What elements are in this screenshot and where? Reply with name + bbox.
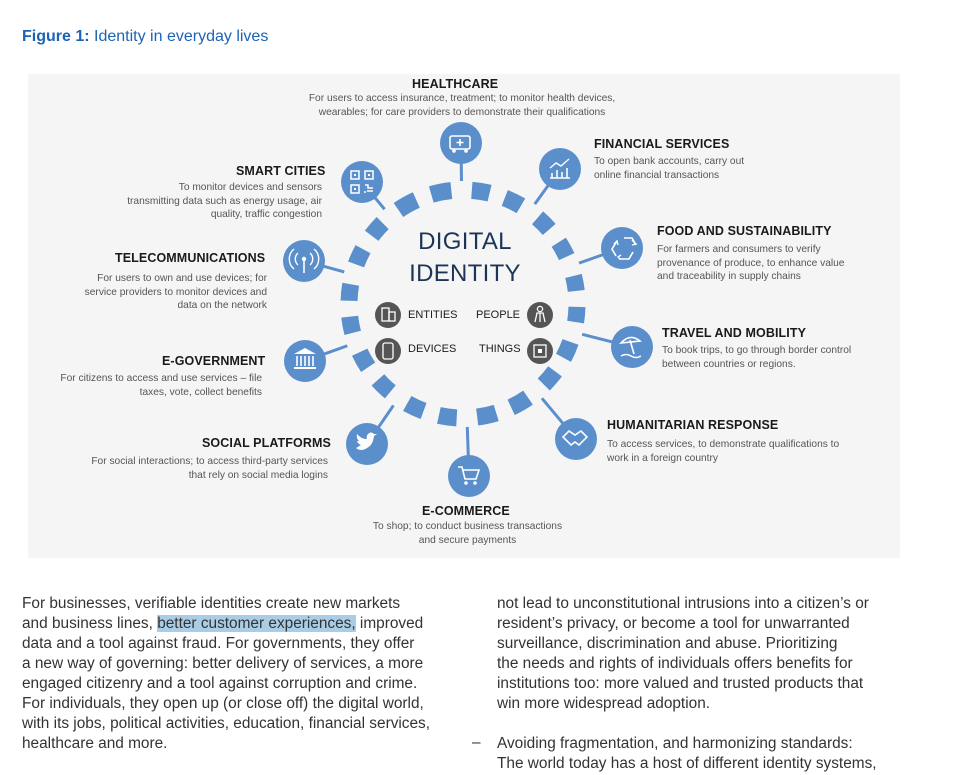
food-sustainability-desc: For farmers and consumers to verify provenance of produce, to enhance value and traceability in supply chains bbox=[657, 244, 845, 282]
ring-segment bbox=[559, 242, 567, 256]
people-label: PEOPLE bbox=[476, 309, 521, 321]
body-left-column bbox=[22, 594, 462, 754]
cart-icon bbox=[448, 455, 490, 497]
egovernment-desc: For citizens to access and use services – file taxes, vote, collect benefits bbox=[60, 373, 262, 398]
ring-spoke bbox=[323, 266, 344, 272]
devices-label: DEVICES bbox=[408, 343, 457, 355]
ecommerce-title: E-COMMERCE bbox=[422, 504, 510, 518]
body-left-line: healthcare and more. bbox=[22, 735, 168, 752]
egovernment-title: E-GOVERNMENT bbox=[162, 354, 266, 368]
body-right-line: win more widespread adoption. bbox=[497, 695, 711, 712]
ring-segment bbox=[505, 198, 521, 206]
body-left-line: For businesses, verifiable identities create new markets bbox=[22, 595, 401, 612]
humanitarian-response-desc: To access services, to demonstrate qualifications to work in a foreign country bbox=[607, 439, 840, 464]
ring-segment bbox=[576, 307, 577, 322]
qr-code-icon bbox=[341, 161, 383, 203]
healthcare-title: HEALTHCARE bbox=[412, 77, 499, 91]
ring-spoke bbox=[467, 427, 468, 456]
figure-number: Figure 1: bbox=[22, 28, 90, 45]
body-right-line: not lead to unconstitutional intrusions into a citizen’s or bbox=[497, 595, 869, 612]
ambulance-icon bbox=[440, 122, 482, 164]
digital-identity-title bbox=[380, 226, 550, 290]
telecommunications-desc: For users to own and use devices; for service providers to monitor devices and data on the network bbox=[84, 273, 267, 311]
ring-segment bbox=[564, 342, 571, 358]
humanitarian-response-title: HUMANITARIAN RESPONSE bbox=[607, 418, 779, 432]
ring-segment bbox=[472, 190, 490, 193]
financial-services-title: FINANCIAL SERVICES bbox=[594, 137, 730, 151]
body-right-line: surveillance, discrimination and abuse. Prioritizing bbox=[497, 635, 838, 652]
body-right-line: the needs and rights of individuals offers benefits for bbox=[497, 655, 853, 672]
travel-mobility-desc: To book trips, to go through border control between countries or regions. bbox=[662, 345, 852, 370]
telecommunications-title: TELECOMMUNICATIONS bbox=[115, 251, 266, 265]
ring-spoke bbox=[378, 405, 393, 427]
bullet-line: Avoiding fragmentation, and harmonizing standards: bbox=[497, 735, 853, 752]
ring-segment bbox=[398, 200, 416, 210]
things-chip-icon bbox=[527, 338, 553, 364]
ring-segment bbox=[356, 249, 363, 264]
beach-icon bbox=[611, 326, 653, 368]
ring-segment bbox=[439, 415, 457, 417]
handshake-icon bbox=[555, 418, 597, 460]
ring-spoke bbox=[375, 197, 385, 209]
center-title-line1: DIGITAL bbox=[418, 228, 512, 255]
people-person-icon bbox=[527, 302, 553, 328]
highlighted-text: better customer experiences, bbox=[157, 615, 356, 632]
ring-segment bbox=[544, 371, 555, 384]
smart-cities-title: SMART CITIES bbox=[236, 164, 326, 178]
government-building-icon bbox=[284, 340, 326, 382]
figure-title: Identity in everyday lives bbox=[94, 28, 269, 45]
ring-segment bbox=[407, 403, 423, 411]
ring-spoke bbox=[542, 398, 563, 423]
body-left-line: with its jobs, political activities, education, financial services, bbox=[22, 715, 431, 732]
body-right-bullet bbox=[497, 734, 937, 774]
entities-label: ENTITIES bbox=[408, 309, 458, 321]
social-platforms-desc: For social interactions; to access third-party services that rely on social media logins bbox=[91, 456, 328, 481]
devices-phone-icon bbox=[375, 338, 401, 364]
bullet-line: The world today has a host of different identity systems, bbox=[497, 755, 877, 772]
ring-segment bbox=[350, 317, 353, 333]
ring-segment bbox=[477, 413, 496, 417]
social-platforms-title: SOCIAL PLATFORMS bbox=[202, 436, 331, 450]
bird-icon bbox=[346, 423, 388, 465]
ring-segment bbox=[573, 276, 576, 291]
entities-building-icon bbox=[375, 302, 401, 328]
body-right-line: institutions too: more valued and trusted products that bbox=[497, 675, 864, 692]
food-sustainability-title: FOOD AND SUSTAINABILITY bbox=[657, 224, 832, 238]
body-right-line: resident’s privacy, or become a tool for unwarranted bbox=[497, 615, 850, 632]
healthcare-desc: For users to access insurance, treatment; to monitor health devices, wearables; for care providers to demonstrate their qualifications bbox=[308, 93, 616, 118]
ring-spoke bbox=[582, 334, 612, 342]
ring-spoke bbox=[535, 185, 549, 204]
body-left-line: and business lines, better customer experiences, improved bbox=[22, 615, 424, 632]
antenna-icon bbox=[283, 240, 325, 282]
body-left-line: For individuals, they open up (or close off) the digital world, bbox=[22, 695, 424, 712]
body-left-line: data and a tool against fraud. For governments, they offer bbox=[22, 635, 415, 652]
body-left-line: a new way of governing: better delivery of services, a more bbox=[22, 655, 424, 672]
things-label: THINGS bbox=[479, 343, 521, 355]
recycle-icon bbox=[601, 227, 643, 269]
body-left-line: engaged citizenry and a tool against corruption and crime. bbox=[22, 675, 418, 692]
ring-spoke bbox=[324, 346, 347, 354]
ring-segment bbox=[378, 380, 390, 392]
body-right-column bbox=[497, 594, 937, 714]
center-title-line2: IDENTITY bbox=[409, 260, 521, 287]
chart-icon bbox=[539, 148, 581, 190]
ecommerce-desc: To shop; to conduct business transactions and secure payments bbox=[372, 521, 563, 546]
smart-cities-desc: To monitor devices and sensors transmitting data such as energy usage, air quality, traffic congestion bbox=[127, 182, 322, 220]
ring-segment bbox=[431, 191, 451, 195]
financial-services-desc: To open bank accounts, carry out online financial transactions bbox=[594, 156, 745, 181]
ring-segment bbox=[511, 398, 528, 408]
travel-mobility-title: TRAVEL AND MOBILITY bbox=[662, 326, 807, 340]
ring-segment bbox=[349, 284, 351, 300]
ring-segment bbox=[360, 352, 368, 367]
bullet-dash: – bbox=[472, 734, 481, 751]
ring-spoke bbox=[579, 255, 603, 263]
